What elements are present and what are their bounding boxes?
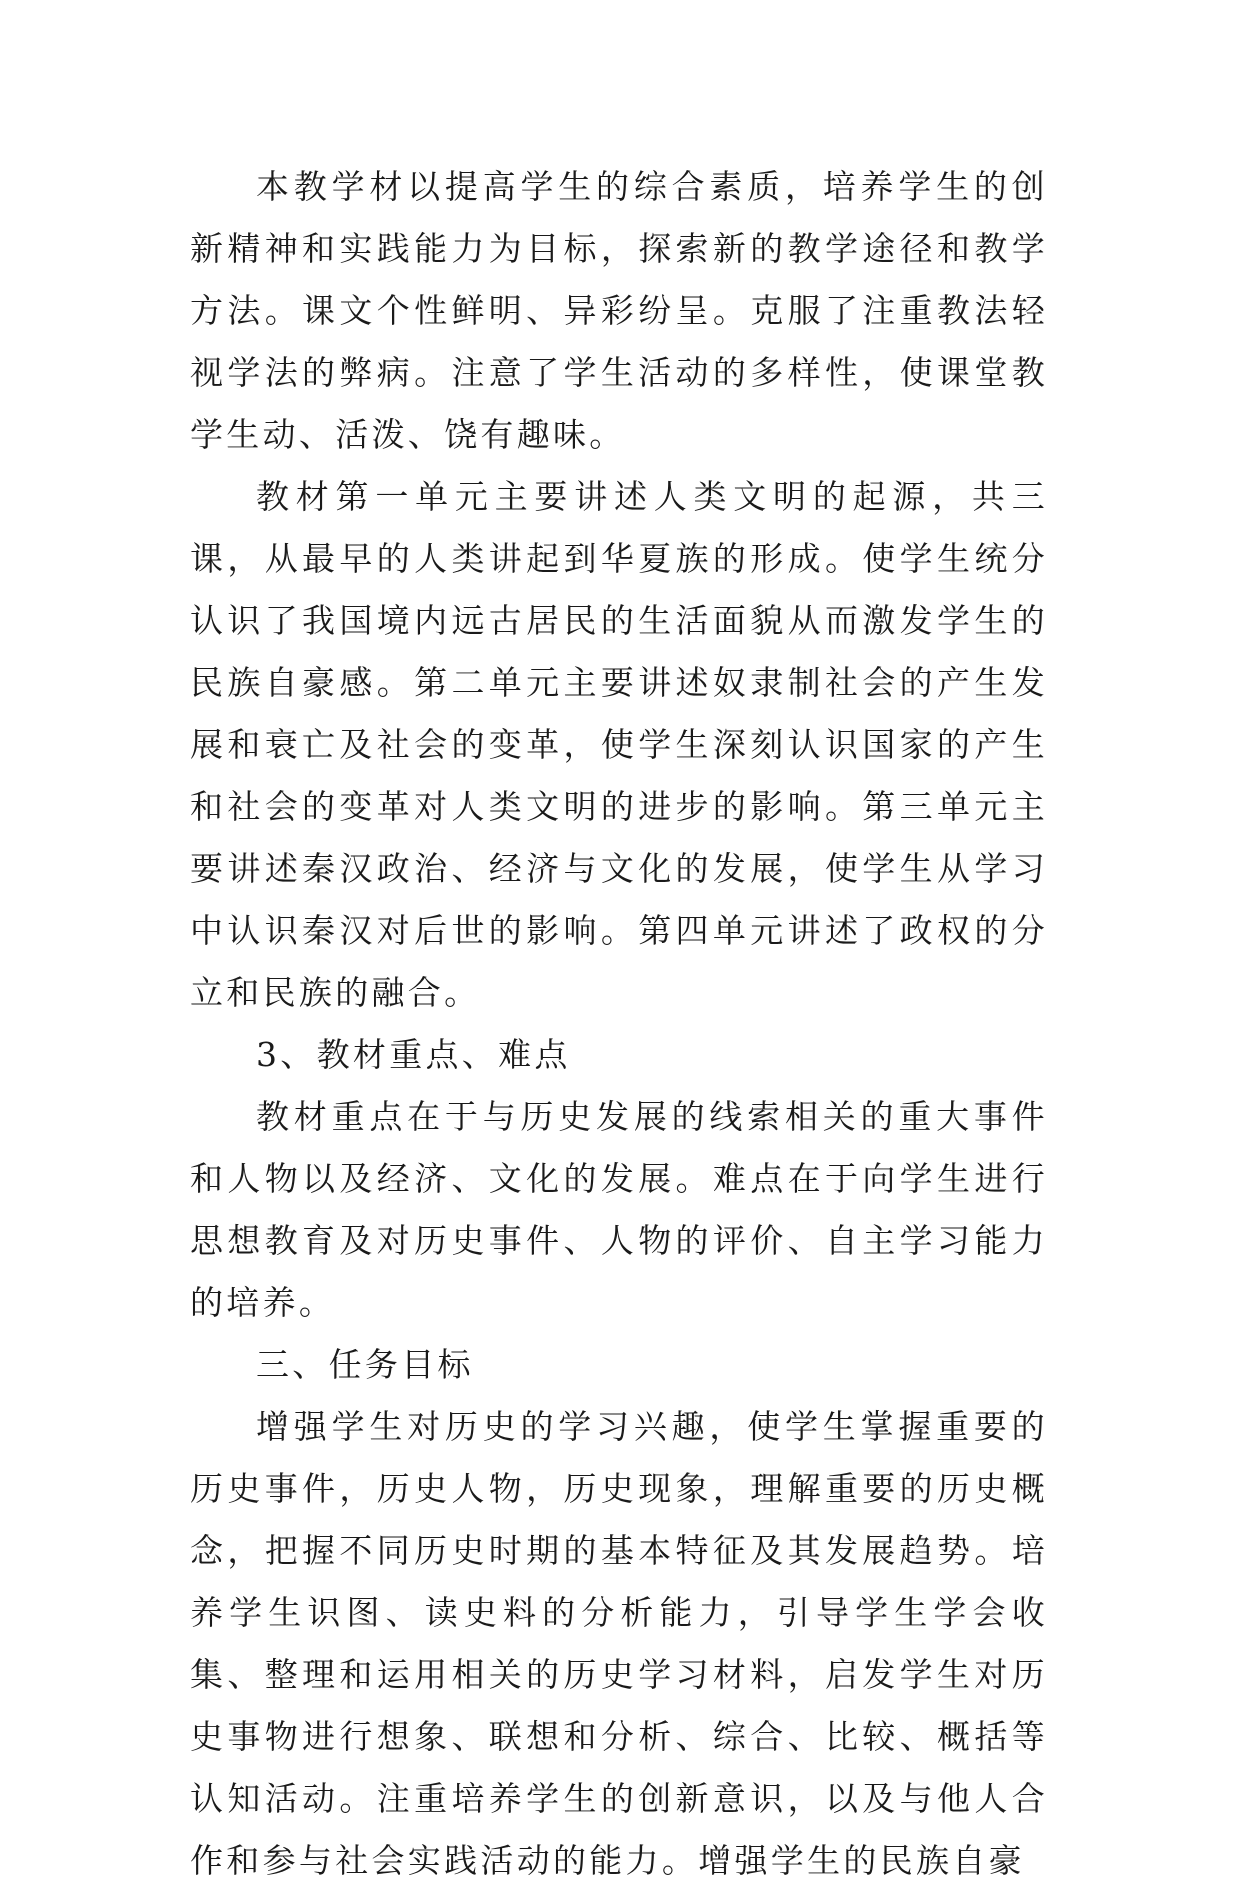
paragraph-key-points: 教材重点在于与历史发展的线索相关的重大事件和人物以及经济、文化的发展。难点在于向学生进行思想教育及对历史事件、人物的评价、自主学习能力的培养。 [190,1097,1048,1322]
heading-task-goals: 三、任务目标 [256,1345,474,1384]
document-body [190,156,1048,1892]
heading-key-points: 3、教材重点、难点 [256,1035,571,1074]
paragraph-textbook-overview: 本教学材以提高学生的综合素质，培养学生的创新精神和实践能力为目标，探索新的教学途径和教学方法。课文个性鲜明、异彩纷呈。克服了注重教法轻视学法的弊病。注意了学生活动的多样性，使课堂教学生动、活泼、饶有趣味。 [190,167,1048,454]
paragraph-unit-contents: 教材第一单元主要讲述人类文明的起源，共三课，从最早的人类讲起到华夏族的形成。使学生统分认识了我国境内远古居民的生活面貌从而激发学生的民族自豪感。第二单元主要讲述奴隶制社会的产生发展和衰亡及社会的变革，使学生深刻认识国家的产生和社会的变革对人类文明的进步的影响。第三单元主要讲述秦汉政治、经济与文化的发展，使学生从学习中认识秦汉对后世的影响。第四单元讲述了政权的分立和民族的融合。 [190,477,1048,1012]
paragraph-task-goals: 增强学生对历史的学习兴趣，使学生掌握重要的历史事件，历史人物，历史现象，理解重要的历史概念，把握不同历史时期的基本特征及其发展趋势。培养学生识图、读史料的分析能力，引导学生学会收集、整理和运用相关的历史学习材料，启发学生对历史事物进行想象、联想和分析、综合、比较、概括等认知活动。注重培养学生的创新意识，以及与他人合作和参与社会实践活动的能力。增强学生的民族自豪 [190,1407,1048,1880]
